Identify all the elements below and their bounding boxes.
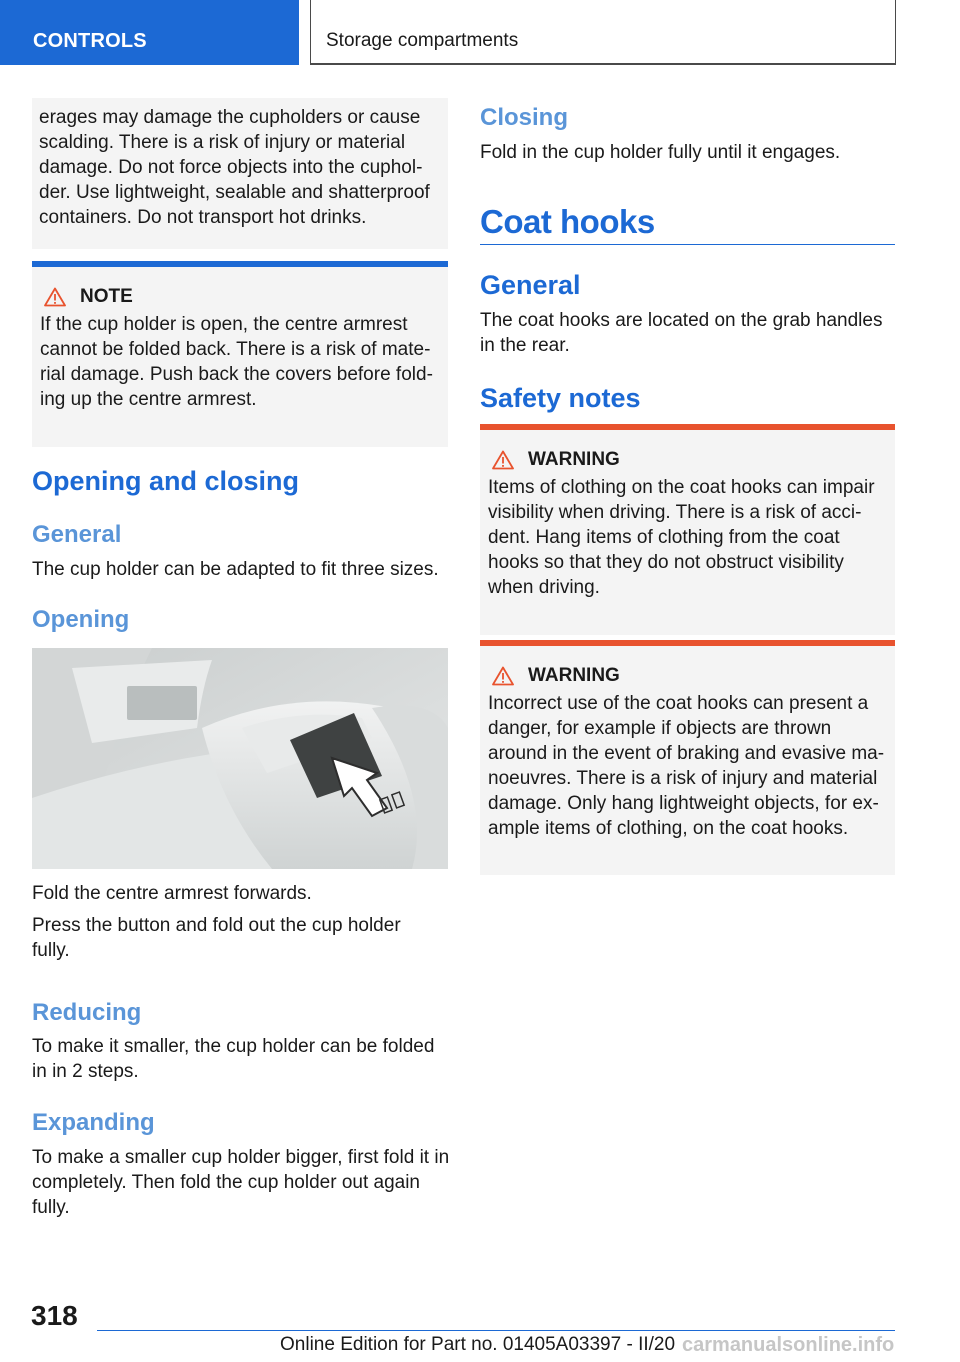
page-number: 318 bbox=[31, 1300, 78, 1331]
warning-incorrect-use-text: Incorrect use of the coat hooks can present a danger, for example if objects are thrown around in the event of braking and evasive manoeuvres. There is a risk of injury and material damage. Only hang lightweight objects, for example items of clothing, on the coat hooks. bbox=[488, 693, 885, 839]
header-section-label: CONTROLS bbox=[33, 30, 147, 52]
footer-divider bbox=[97, 1330, 895, 1331]
warning-box-visibility bbox=[480, 424, 895, 635]
warning-label: WARNING bbox=[528, 449, 620, 470]
heading-reducing: Reducing bbox=[32, 999, 142, 1026]
header-title-box bbox=[310, 0, 896, 65]
heading-general-cupholder: General bbox=[32, 521, 122, 548]
footer-edition: Online Edition for Part no. 01405A03397 - II/20 bbox=[280, 1334, 676, 1355]
general-coat-hooks-text: The coat hooks are located on the grab handles in the rear. bbox=[480, 310, 883, 356]
reducing-text: To make it smaller, the cup holder can be folded in in 2 steps. bbox=[32, 1036, 435, 1082]
step-fold-armrest: Fold the centre armrest forwards. bbox=[32, 883, 312, 904]
warning-box-incorrect-use bbox=[480, 640, 895, 875]
header-title: Storage compartments bbox=[326, 30, 519, 51]
heading-opening-closing: Opening and closing bbox=[32, 466, 300, 496]
warning-triangle-icon bbox=[44, 287, 66, 307]
heading-expanding: Expanding bbox=[32, 1109, 155, 1136]
warning-visibility-text: Items of clothing on the coat hooks can impair visibility when driving. There is a risk of accident. Hang items of clothing from the coat hooks so that they do not obstruct visibility when driving. bbox=[488, 477, 875, 598]
note-box bbox=[32, 261, 448, 447]
heading-general-coat-hooks: General bbox=[480, 270, 581, 300]
header-section-tab bbox=[0, 0, 299, 65]
heading-coat-hooks-block bbox=[480, 203, 895, 245]
step-press-button: Press the button and fold out the cup holder fully. bbox=[32, 915, 401, 961]
closing-text: Fold in the cup holder fully until it engages. bbox=[480, 142, 841, 163]
cupholder-photo bbox=[32, 648, 448, 869]
armrest-illustration bbox=[32, 648, 448, 869]
heading-safety-notes: Safety notes bbox=[480, 383, 641, 413]
heading-coat-hooks: Coat hooks bbox=[480, 203, 655, 240]
warning-triangle-icon bbox=[492, 666, 514, 686]
heading-closing: Closing bbox=[480, 104, 568, 131]
warning-label: WARNING bbox=[528, 665, 620, 686]
heading-opening: Opening bbox=[32, 606, 130, 633]
expanding-text: To make a smaller cup holder bigger, first fold it in completely. Then fold the cup holder out again fully. bbox=[32, 1147, 450, 1218]
note-label: NOTE bbox=[80, 286, 133, 307]
watermark: carmanualsonline.info bbox=[682, 1334, 895, 1356]
warning-triangle-icon bbox=[492, 450, 514, 470]
continued-warning-box bbox=[32, 98, 448, 249]
note-text: If the cup holder is open, the centre armrest cannot be folded back. There is a risk of material damage. Push back the covers before folding up the centre armrest. bbox=[40, 314, 433, 410]
continued-warning-text: erages may damage the cupholders or cause scalding. There is a risk of injury or material damage. Do not force objects into the cupholder. Use lightweight, sealable and shatterproof containers. Do not transport hot drinks. bbox=[39, 107, 430, 228]
general-cupholder-text: The cup holder can be adapted to fit three sizes. bbox=[32, 559, 439, 580]
